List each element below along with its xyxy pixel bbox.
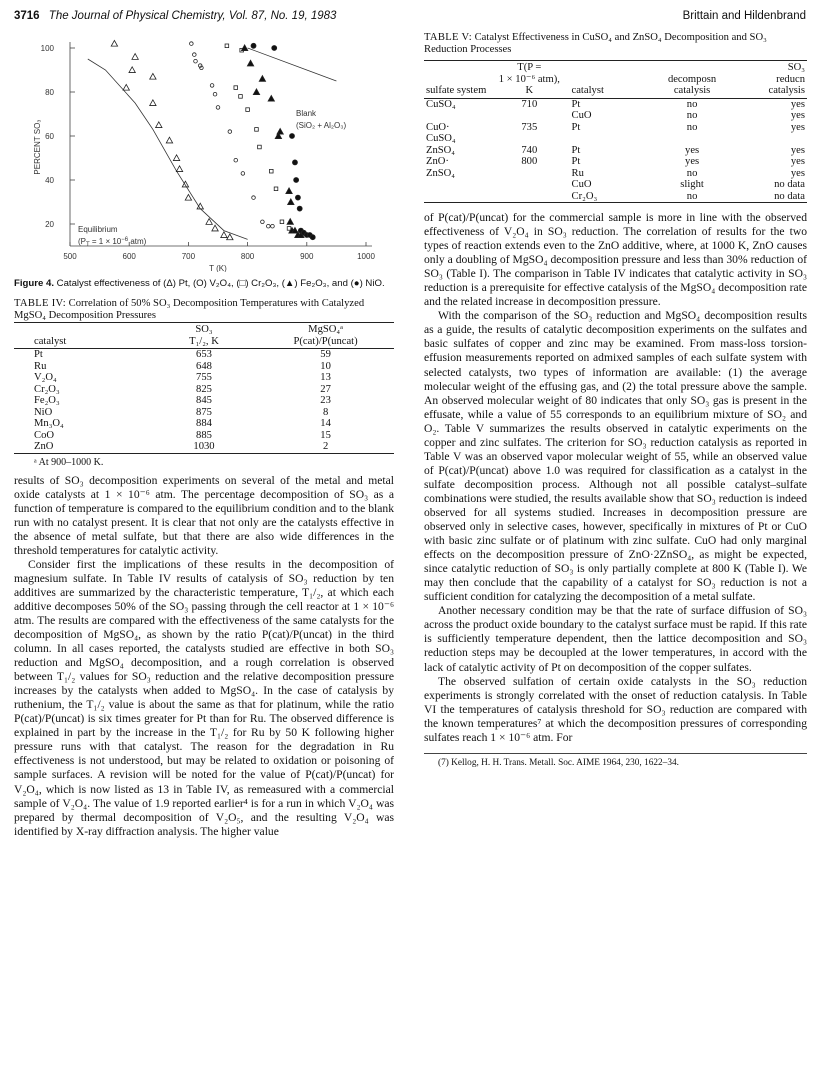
t-head-3: K xyxy=(525,85,534,96)
nio-point xyxy=(290,134,295,139)
pressure-ratio-cell: 14 xyxy=(320,418,331,429)
x-tick-label: 1000 xyxy=(357,252,375,261)
table-5-header-so3 xyxy=(738,61,807,99)
so3-t-half-cell: 845 xyxy=(196,395,212,406)
temperature-cell xyxy=(489,133,569,145)
temperature-cell: 740 xyxy=(521,144,538,156)
table-row xyxy=(424,133,807,145)
reference-7: (7) Kellog, H. H. Trans. Metall. Soc. AIME 1964, 230, 1622–34. xyxy=(424,753,807,768)
pt-point xyxy=(132,54,138,60)
fe-o--point xyxy=(288,199,294,205)
left-paragraph-1: results of SO₃ decomposition experiments on several of the metal and metal oxide catalysts at 1 × 10⁻⁶ atm. The percentage decomposition of SO₃ as a function of temperature is compared to the equilibrium condition and to the blank run with no catalyst present. It is clear that not only are the catalysts effective in the absence of metal sulfate, but that there are also wide differences in the threshold temperatures for catalytic activity. xyxy=(14,473,394,557)
page-number: 3716 xyxy=(14,10,40,22)
sulfate-system-cell: CuSO₄ xyxy=(426,133,456,144)
cr-o--point xyxy=(255,128,259,132)
v-o--point xyxy=(190,42,194,46)
table-4-label: TABLE IV: xyxy=(14,298,66,309)
so3-reduction-cell: yes xyxy=(790,110,805,121)
right-paragraph-3: Another necessary condition may be that the rate of surface diffusion of SO₃ across the product oxide boundary to the catalyst surface must be rapid. If this rate is sufficiently temperature dependent, then the lattice decomposition and SO₃ reduction steps may be decoupled at the lower temperatures, in accord with the lack of catalytic activity of Pt on decomposition of the copper sulfates. xyxy=(424,604,807,674)
table-5-label: TABLE V: xyxy=(424,32,472,43)
catalyst-cell: CoO xyxy=(34,429,55,441)
temperature-cell: 710 xyxy=(521,98,538,110)
left-column xyxy=(14,32,394,839)
so3-reduction-cell: yes xyxy=(790,121,805,133)
so3-reduction-cell: yes xyxy=(790,167,805,179)
pt-point xyxy=(111,40,117,46)
figure-4 xyxy=(14,32,394,272)
nio-point xyxy=(295,195,300,200)
so3-t-half-cell: 875 xyxy=(196,406,212,418)
so3-t-half-cell: 653 xyxy=(196,349,212,360)
catalyst-cell: Pt xyxy=(571,98,581,110)
t-head-2: 1 × 10⁻⁶ atm), xyxy=(498,73,560,85)
sulfate-system-cell xyxy=(424,179,489,191)
y-tick-label: 100 xyxy=(40,44,54,53)
mgso4-top: MgSO₄ᵃ xyxy=(308,324,344,335)
catalyst-cell: CuO xyxy=(571,110,592,121)
decomposition-catalysis-cell: yes xyxy=(685,144,700,156)
decomposition-catalysis-cell: slight xyxy=(680,179,704,190)
pressure-ratio-cell: 8 xyxy=(322,406,329,418)
table-row xyxy=(424,110,807,122)
figure-4-caption-label: Figure 4. xyxy=(14,278,54,289)
pt-point xyxy=(166,137,172,143)
so3-t-half-cell: 884 xyxy=(196,418,212,429)
decomposition-catalysis-cell: no xyxy=(686,121,698,133)
table-row xyxy=(14,372,394,384)
nio-point xyxy=(294,178,299,183)
catalyst-cell: Ru xyxy=(34,360,47,372)
pt-point xyxy=(176,166,182,172)
pressure-ratio-cell: 15 xyxy=(320,429,331,441)
sulfate-system-cell: CuSO₄ xyxy=(426,98,456,110)
table-row xyxy=(424,156,807,168)
figure-4-caption-text: Catalyst effectiveness of (Δ) Pt, (O) V₂O₄, (□) Cr₂O₃, (▲) Fe₂O₃, and (●) NiO. xyxy=(56,278,385,289)
pt-point xyxy=(212,225,218,231)
t-head-1: T(P = xyxy=(517,62,542,73)
catalyst-cell: Pt xyxy=(571,156,581,167)
table-row xyxy=(14,361,394,373)
so3r-head-1: SO₃ xyxy=(787,62,805,73)
pressure-ratio-cell: 10 xyxy=(320,360,331,372)
pressure-value: = 1 × 10 xyxy=(89,237,122,246)
x-tick-label: 800 xyxy=(240,252,255,261)
temperature-cell xyxy=(489,110,569,122)
v-o--point xyxy=(271,224,275,228)
v-o--point xyxy=(210,84,214,88)
pt-point xyxy=(221,232,227,238)
decomposition-catalysis-cell: yes xyxy=(685,156,700,167)
catalyst-cell xyxy=(570,133,647,145)
so3-reduction-cell: yes xyxy=(790,144,805,156)
pt-point xyxy=(150,100,156,106)
catalyst-cell: NiO xyxy=(34,406,53,418)
sulfate-system-cell xyxy=(424,191,489,203)
cr-o--point xyxy=(225,44,229,48)
cr-o--point xyxy=(234,86,238,90)
catalyst-cell: Ru xyxy=(571,167,584,179)
table-4-header-so3 xyxy=(151,323,257,349)
table-5-caption xyxy=(424,32,807,56)
so3-reduction-cell: yes xyxy=(790,156,805,167)
fe-o--point xyxy=(247,60,253,66)
v-o--point xyxy=(216,106,220,110)
nio-point xyxy=(297,206,302,211)
decomp-head-1: decomposn xyxy=(667,73,717,85)
table-4-header-mgso4 xyxy=(257,323,394,349)
nio-point xyxy=(272,46,277,51)
decomposition-catalysis-cell: no xyxy=(646,191,738,203)
so3-reduction-cell: yes xyxy=(790,98,805,110)
temperature-cell: 735 xyxy=(521,121,538,133)
sulfate-system-cell: ZnSO₄ xyxy=(426,167,456,179)
v-o--point xyxy=(261,220,265,224)
so3-top: SO₃ xyxy=(195,324,213,335)
pt-point xyxy=(123,84,129,90)
pressure-subscript: T xyxy=(86,242,90,248)
cr-o--point xyxy=(269,169,273,173)
fe-o--point xyxy=(268,95,274,101)
cr-o--point xyxy=(246,108,250,112)
table-row xyxy=(424,122,807,134)
v-o--point xyxy=(213,92,217,96)
pressure-unit: atm) xyxy=(128,237,147,246)
v-o--point xyxy=(193,53,197,57)
table-row xyxy=(424,145,807,157)
running-authors: Brittain and Hildenbrand xyxy=(682,10,806,22)
catalyst-cell: Cr₂O₃ xyxy=(570,191,647,203)
y-axis-title: PERCENT SO₃ xyxy=(33,119,42,175)
decomposition-catalysis-cell: no xyxy=(686,110,698,121)
catalyst-cell: Fe₂O₃ xyxy=(34,395,60,406)
right-column xyxy=(424,32,807,768)
sulfate-system-cell: ZnSO₄ xyxy=(426,144,456,156)
catalyst-cell: CuO xyxy=(571,179,592,190)
decomposition-catalysis-cell: no xyxy=(686,98,698,110)
catalyst-cell: Mn₃O₄ xyxy=(34,418,64,429)
pt-point xyxy=(150,73,156,79)
x-tick-label: 600 xyxy=(122,252,136,261)
nio-point xyxy=(310,235,315,240)
table-row xyxy=(14,395,394,407)
so3-t-half-cell: 825 xyxy=(196,383,212,395)
equilibrium-curve xyxy=(88,59,248,239)
cr-o--point xyxy=(239,95,243,99)
catalyst-cell: ZnO xyxy=(14,441,151,453)
so3-bottom: T₁/₂, K xyxy=(189,335,219,347)
pressure-ratio-cell: 13 xyxy=(320,372,331,383)
pt-point xyxy=(173,155,179,161)
sulfate-system-cell xyxy=(424,110,489,122)
temperature-cell xyxy=(489,168,569,180)
so3-reduction-cell xyxy=(738,133,807,145)
temperature-cell: 800 xyxy=(521,156,538,167)
v-o--point xyxy=(194,59,198,63)
equilibrium-label: Equilibrium xyxy=(78,225,118,234)
temperature-cell xyxy=(489,191,569,203)
right-paragraph-4: The observed sulfation of certain oxide catalysts in the SO₃ reduction experiments is strongly correlated with the onset of reduction catalysis. In Table VI the temperatures of catalysis threshold for SO₃ reduction are compared with the known temperatures⁷ at which the decomposition pressures of corresponding sulfates reach 1 × 10⁻⁶ atm. For xyxy=(424,674,807,744)
table-4-title: Correlation of 50% SO₃ Decomposition Temperatures with Catalyzed MgSO₄ Decomposition Pressures xyxy=(14,298,365,321)
table-5-header-t xyxy=(489,61,569,99)
nio-point xyxy=(292,160,297,165)
table-row xyxy=(14,418,394,430)
so3r-head-3: catalysis xyxy=(768,85,805,96)
x-tick-label: 900 xyxy=(300,252,314,261)
pt-point xyxy=(227,234,233,240)
table-5-title: Catalyst Effectiveness in CuSO₄ and ZnSO₄ Decomposition and SO₃ Reduction Processes xyxy=(424,32,767,55)
left-paragraph-2: Consider first the implications of these results in the decomposition of magnesium sulfate. In Table IV results of catalysis of SO₃ reduction by ten additives are summarized by the characteristic temperature, T₁/₂, at which each additive decomposes 50% of the SO₃ passing through the cell reactor at 1 × 10⁻⁶ atm. The results are compared with the effectiveness of the same catalysts for the decomposition of MgSO₄, as shown by the ratio P(cat)/P(uncat) in the third column. In all cases reported, the catalysts studied are effective in both SO₃ reduction and MgSO₄ decomposition, and a rough correlation is observed between T₁/₂ values for SO₃ reduction and the relative decomposition pressure increases by the catalysts when added to MgSO₄. In the case of catalysis by ruthenium, the T₁/₂ value is about the same as that for platinum, while the ratio P(cat)/P(uncat) is six times greater for Pt than for Ru. The observed difference is explained in part by the increase in the T₁/₂ for Ru by 50 K following higher pressure runs with that catalyst. The reason for the degradation in Ru effectiveness is not understood, but may be related to oxidation or poisoning of sample surfaces. A revision will be noted for the value of P(cat)/P(uncat) for V₂O₄, which is now listed as 13 in Table IV, as remeasured with a commercial sample of V₂O₄. The value of 1.9 reported earlier⁴ is for a run in which V₂O₄ was prepared by thermal decomposition of V₂O₅, and the resulting V₂O₄ was identified by X-ray diffraction analysis. The higher value xyxy=(14,557,394,838)
temperature-cell xyxy=(489,179,569,191)
fe-o--point xyxy=(253,89,259,95)
blank-label: Blank xyxy=(296,109,317,118)
table-row xyxy=(14,441,394,453)
pressure-ratio-cell: 2 xyxy=(257,441,394,453)
figure-4-caption xyxy=(14,278,394,290)
pressure-ratio-cell: 59 xyxy=(320,349,331,360)
sulfate-system-cell: ZnO· xyxy=(426,156,449,167)
so3-reduction-cell: no data xyxy=(774,179,805,190)
table-5-header-sulfate: sulfate system xyxy=(424,61,489,99)
y-tick-label: 40 xyxy=(45,176,54,185)
table-4-footnote: ᵃ At 900–1000 K. xyxy=(34,456,104,468)
pressure-ratio-cell: 23 xyxy=(320,395,331,406)
v-o--point xyxy=(267,224,271,228)
v-o--point xyxy=(234,158,238,162)
pt-point xyxy=(129,67,135,73)
decomp-head-2: catalysis xyxy=(673,85,711,96)
catalyst-cell: Pt xyxy=(34,349,43,360)
x-tick-label: 500 xyxy=(63,252,77,261)
table-row xyxy=(424,179,807,191)
catalyst-cell: Pt xyxy=(571,144,581,156)
fe-o--point xyxy=(241,45,247,51)
so3-reduction-cell: no data xyxy=(738,191,807,203)
fe-o--point xyxy=(286,188,292,194)
cr-o--point xyxy=(274,187,278,191)
table-5 xyxy=(424,60,807,203)
x-tick-label: 700 xyxy=(181,252,196,261)
table-row xyxy=(14,384,394,396)
decomposition-catalysis-cell: no xyxy=(686,167,698,179)
blank-curve xyxy=(248,48,337,81)
mgso4-bottom: P(cat)/P(uncat) xyxy=(293,335,358,347)
table-row xyxy=(14,407,394,419)
right-paragraph-2: With the comparison of the SO₃ reduction and MgSO₄ decomposition results as a guide, the results of catalytic decomposition experiments on the sulfates and basic sulfates of copper and zinc may be examined. From mass-loss torsion-effusion measurements reported on admixed samples of each sulfate system with selected catalysts, two types of information are available: (1) the average molecular weight of the effusing gas, and (2) the total pressure above the sample. An observed molecular weight of 80 indicates that only SO₃ gas is present in the effusate, while a value of 55 corresponds to an equilibrium mixture of SO₂ and O₂. Table V summarizes the results observed in catalytic experiments on the copper and zinc sulfates. The criterion for SO₃ reduction catalysis as reported in Table V was an observed vapor molecular weight of 55, while an observed value of P(cat)/P(uncat) above 1.0 was required for classification as a catalyst in the sulfate decomposition process. Although not all possible catalyst–sulfate combinations were studied, the results available show that SO₃ reduction is indeed observed for all systems studied. Increases in decomposition pressure are observed only in selective cases, however, specifically in mixtures of Pt or CuO with basic zinc sulfate or of platinum with zinc sulfate. CuO had only marginal effects on the decomposition pressure of ZnO·2ZnSO₄, as might be expected, since catalytic reduction of SO₃ is only partially complete at 800 K (Table I). We may then conclude that the capability of a catalyst for SO₃ reduction is not a sufficient condition for catalyzing the decomposition of a metal sulfate. xyxy=(424,309,807,604)
so3r-head-2: reducn xyxy=(776,73,805,85)
pt-point xyxy=(185,194,191,200)
blank-sub-label: (SiO₂ + Al₂O₃) xyxy=(296,121,347,130)
x-axis-title: T (K) xyxy=(209,264,227,272)
right-paragraph-1: of P(cat)/P(uncat) for the commercial sample is more in line with the observed effectiveness of V₂O₄ in SO₃ reduction. The correlation of results for the two types of reaction extends even to the ZnO additive, where, at 1000 K, ZnO causes only a doubling of MgSO₄ decomposition pressure and less than 30% reduction of SO₃ (Table I). The comparison in Table IV indicates that catalytic activity in SO₃ reduction is a prerequisite for effective catalysis of the MgSO₄ decomposition rate and the related increase in decomposition pressure. xyxy=(424,211,807,309)
catalyst-cell: V₂O₄ xyxy=(34,372,57,383)
v-o--point xyxy=(252,196,256,200)
so3-t-half-cell: 755 xyxy=(196,372,212,383)
table-4-caption xyxy=(14,298,394,322)
fe-o--point xyxy=(287,219,293,225)
cr-o--point xyxy=(280,220,284,224)
table-row xyxy=(14,349,394,361)
so3-t-half-cell: 648 xyxy=(196,360,212,372)
pressure-ratio-cell: 27 xyxy=(320,383,331,395)
cr-o--point xyxy=(258,145,262,149)
so3-t-half-cell: 1030 xyxy=(151,441,257,453)
pressure-exponent: −6 xyxy=(121,237,129,243)
v-o--point xyxy=(228,130,232,134)
figure-4-chart xyxy=(14,32,394,272)
pt-point xyxy=(156,122,162,128)
v-o--point xyxy=(241,172,245,176)
fe-o--point xyxy=(259,76,265,82)
table-5-header-decomp xyxy=(646,61,738,99)
table-row xyxy=(424,98,807,110)
y-tick-label: 80 xyxy=(45,88,54,97)
nio-point xyxy=(251,43,256,48)
table-4 xyxy=(14,322,394,454)
table-5-header-catalyst: catalyst xyxy=(570,61,647,99)
pressure-open: (P xyxy=(78,237,86,246)
catalyst-cell: Cr₂O₃ xyxy=(34,383,60,395)
y-tick-label: 60 xyxy=(45,132,54,141)
catalyst-cell: Pt xyxy=(571,121,581,133)
table-row xyxy=(14,430,394,442)
table-row xyxy=(424,168,807,180)
journal-title: The Journal of Physical Chemistry, Vol. 87, No. 19, 1983 xyxy=(48,10,337,22)
table-4-header-catalyst: catalyst xyxy=(14,323,151,349)
sulfate-system-cell: CuO· xyxy=(426,121,450,133)
decomposition-catalysis-cell xyxy=(646,133,738,145)
page-header xyxy=(14,10,806,26)
table-row xyxy=(424,191,807,203)
so3-t-half-cell: 885 xyxy=(196,429,212,441)
y-tick-label: 20 xyxy=(45,220,54,229)
